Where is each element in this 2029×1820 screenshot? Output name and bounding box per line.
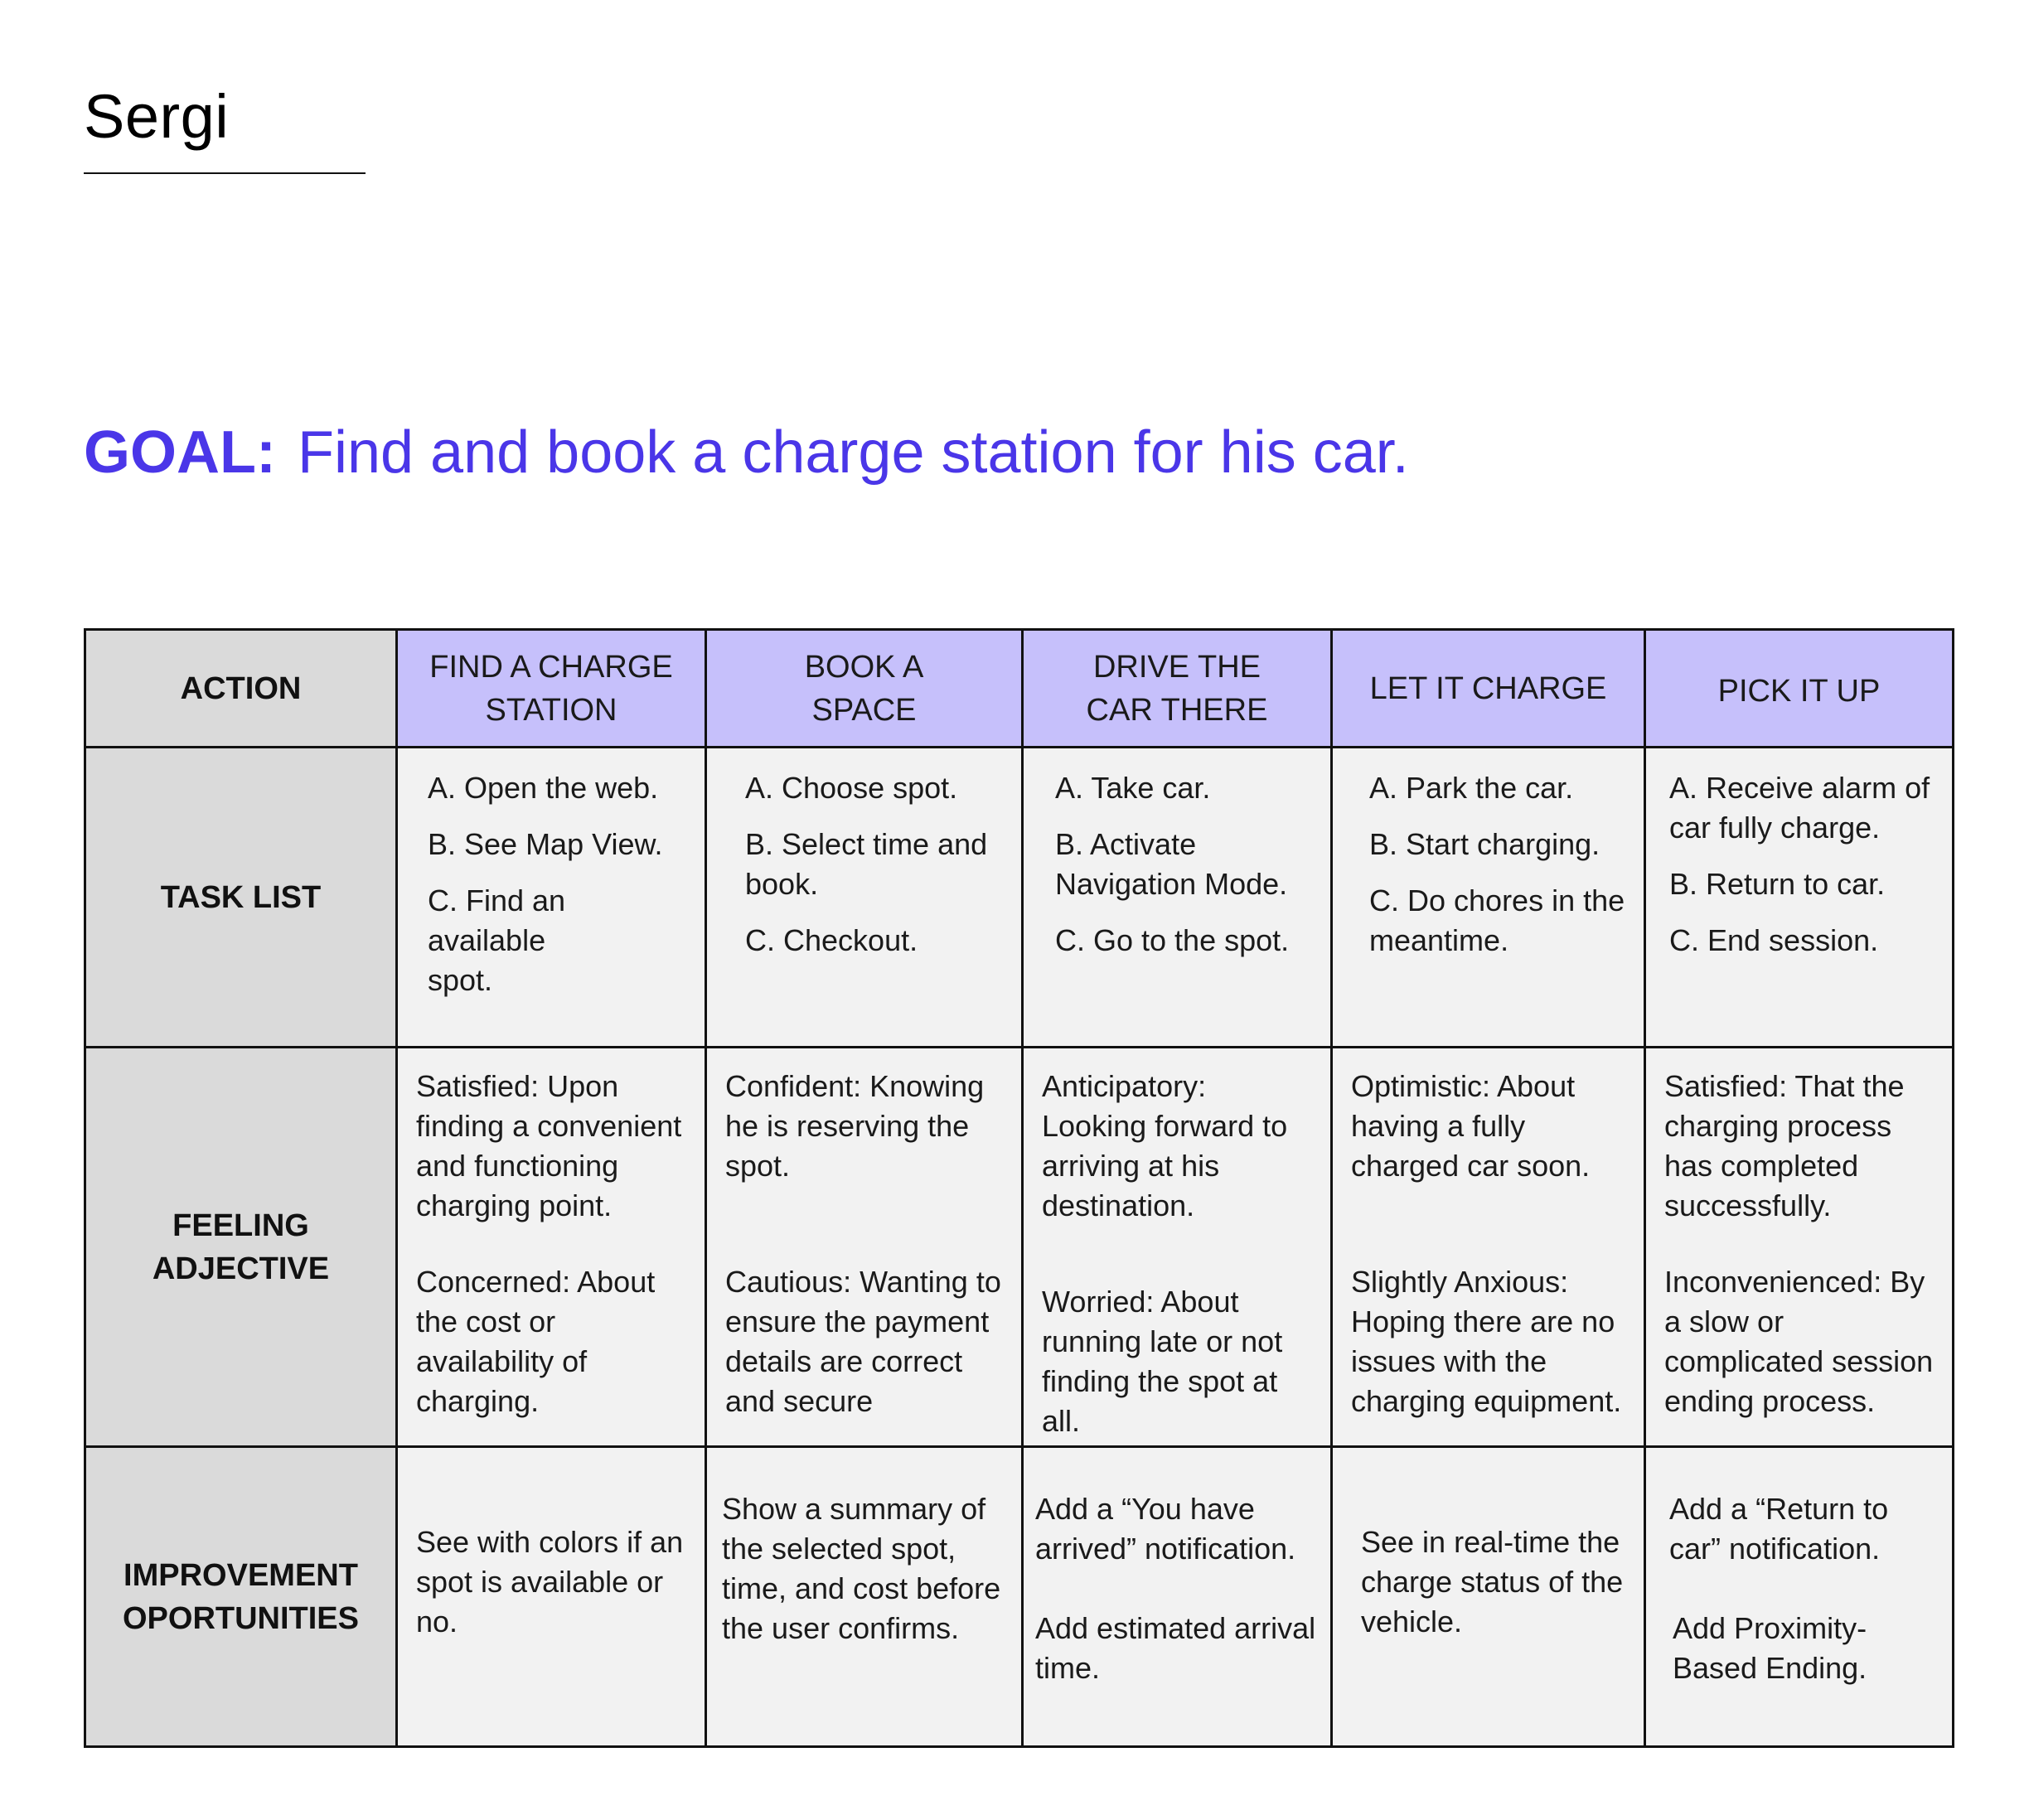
goal-label: GOAL: (84, 419, 276, 486)
task-item: A. Park the car. (1369, 771, 1574, 805)
improvement-item: Add a “You have arrived” notification. (1035, 1492, 1296, 1566)
improvement-cell (397, 1447, 706, 1747)
row-label-feeling-line2: ADJECTIVE (152, 1251, 330, 1286)
task-item: A. Receive alarm of car fully charge. (1669, 771, 1930, 845)
row-label-feeling-line1: FEELING (172, 1208, 309, 1243)
action-header-line1: FIND A CHARGE (429, 649, 673, 685)
action-header-line1: BOOK A (804, 649, 924, 685)
task-cell (1332, 748, 1645, 1048)
task-item: A. Open the web. (428, 771, 659, 805)
action-row (85, 630, 1954, 748)
task-cell (1645, 748, 1954, 1048)
improvement-cell (1332, 1447, 1645, 1747)
task-item: C. Checkout. (745, 923, 918, 957)
task-cell (1023, 748, 1332, 1048)
improvement-item: See in real-time the charge status of the vehicle. (1361, 1525, 1624, 1638)
action-header-line2: SPACE (811, 692, 917, 728)
action-header-line1: PICK IT UP (1717, 673, 1881, 709)
task-item: C. End session. (1669, 923, 1879, 957)
row-label-improvement-line1: IMPROVEMENT (123, 1557, 358, 1593)
improvement-cell (706, 1447, 1023, 1747)
task-item: B. See Map View. (428, 827, 663, 861)
improvement-item: Add Proximity-Based Ending. (1673, 1611, 1867, 1685)
task-item: B. Return to car. (1669, 867, 1886, 901)
feeling-cell (397, 1048, 706, 1447)
feeling-negative: Slightly Anxious: Hoping there are no issues with the charging equipment. (1351, 1265, 1622, 1418)
improvement-item: Show a summary of the selected spot, time, and cost before the user confirms. (722, 1492, 1001, 1645)
row-label-feeling (85, 1048, 397, 1447)
action-header-cell (1023, 630, 1332, 748)
task-item: C. Go to the spot. (1055, 923, 1290, 957)
feeling-cell (1332, 1048, 1645, 1447)
action-header-cell (397, 630, 706, 748)
task-item: C. Do chores in the meantime. (1369, 883, 1625, 957)
goal-statement (84, 419, 1409, 486)
task-item: B. Select time and book. (745, 827, 988, 901)
feeling-positive: Satisfied: That the charging process has completed successfully. (1664, 1069, 1905, 1222)
row-label-action (85, 630, 397, 748)
action-header-line2: CAR THERE (1086, 692, 1268, 728)
action-header-cell (1332, 630, 1645, 748)
action-header-line1: DRIVE THE (1092, 649, 1261, 685)
task-item: B. Start charging. (1369, 827, 1600, 861)
feeling-cell (1645, 1048, 1954, 1447)
persona-name: Sergi (84, 82, 230, 151)
action-header-line1: LET IT CHARGE (1369, 670, 1607, 706)
row-label-task-list-text: TASK LIST (160, 879, 322, 915)
improvement-cell (1023, 1447, 1332, 1747)
task-cell (706, 748, 1023, 1048)
feeling-positive: Satisfied: Upon finding a convenient and functioning charging point. (416, 1069, 682, 1222)
journey-map-table (84, 628, 1954, 1748)
goal-text: Find and book a charge station for his car. (297, 419, 1409, 486)
row-label-improvement-line2: OPORTUNITIES (122, 1600, 360, 1636)
feeling-negative: Inconvenienced: By a slow or complicated session ending process. (1664, 1265, 1934, 1418)
improvement-item: Add a “Return to car” notification. (1669, 1492, 1889, 1566)
feeling-negative: Worried: About running late or not finding the spot at all. (1042, 1285, 1283, 1438)
task-item: A. Take car. (1055, 771, 1211, 805)
feeling-positive: Anticipatory: Looking forward to arriving at his destination. (1042, 1069, 1288, 1222)
feeling-negative: Cautious: Wanting to ensure the payment details are correct and secure (725, 1265, 1001, 1418)
feeling-positive: Confident: Knowing he is reserving the spot. (725, 1069, 985, 1183)
improvement-cell (1645, 1447, 1954, 1747)
feeling-cell (1023, 1048, 1332, 1447)
action-header-cell (1645, 630, 1954, 748)
task-item: B. Activate Navigation Mode. (1055, 827, 1288, 901)
task-list-row (85, 748, 1954, 1048)
improvement-row (85, 1447, 1954, 1747)
feeling-row (85, 1048, 1954, 1447)
persona-underline (84, 172, 366, 174)
task-cell (397, 748, 706, 1048)
task-item: A. Choose spot. (745, 771, 958, 805)
feeling-cell (706, 1048, 1023, 1447)
row-label-task-list (85, 748, 397, 1048)
feeling-negative: Concerned: About the cost or availability of charging. (416, 1265, 656, 1418)
improvement-item: See with colors if an spot is available or no. (416, 1525, 684, 1638)
action-header-cell (706, 630, 1023, 748)
row-label-improvement (85, 1447, 397, 1747)
feeling-positive: Optimistic: About having a fully charged car soon. (1351, 1069, 1591, 1183)
row-label-action-text: ACTION (180, 670, 302, 706)
task-item: C. Find an available spot. (428, 883, 566, 997)
action-header-line2: STATION (485, 692, 617, 728)
improvement-item: Add estimated arrival time. (1035, 1611, 1316, 1685)
